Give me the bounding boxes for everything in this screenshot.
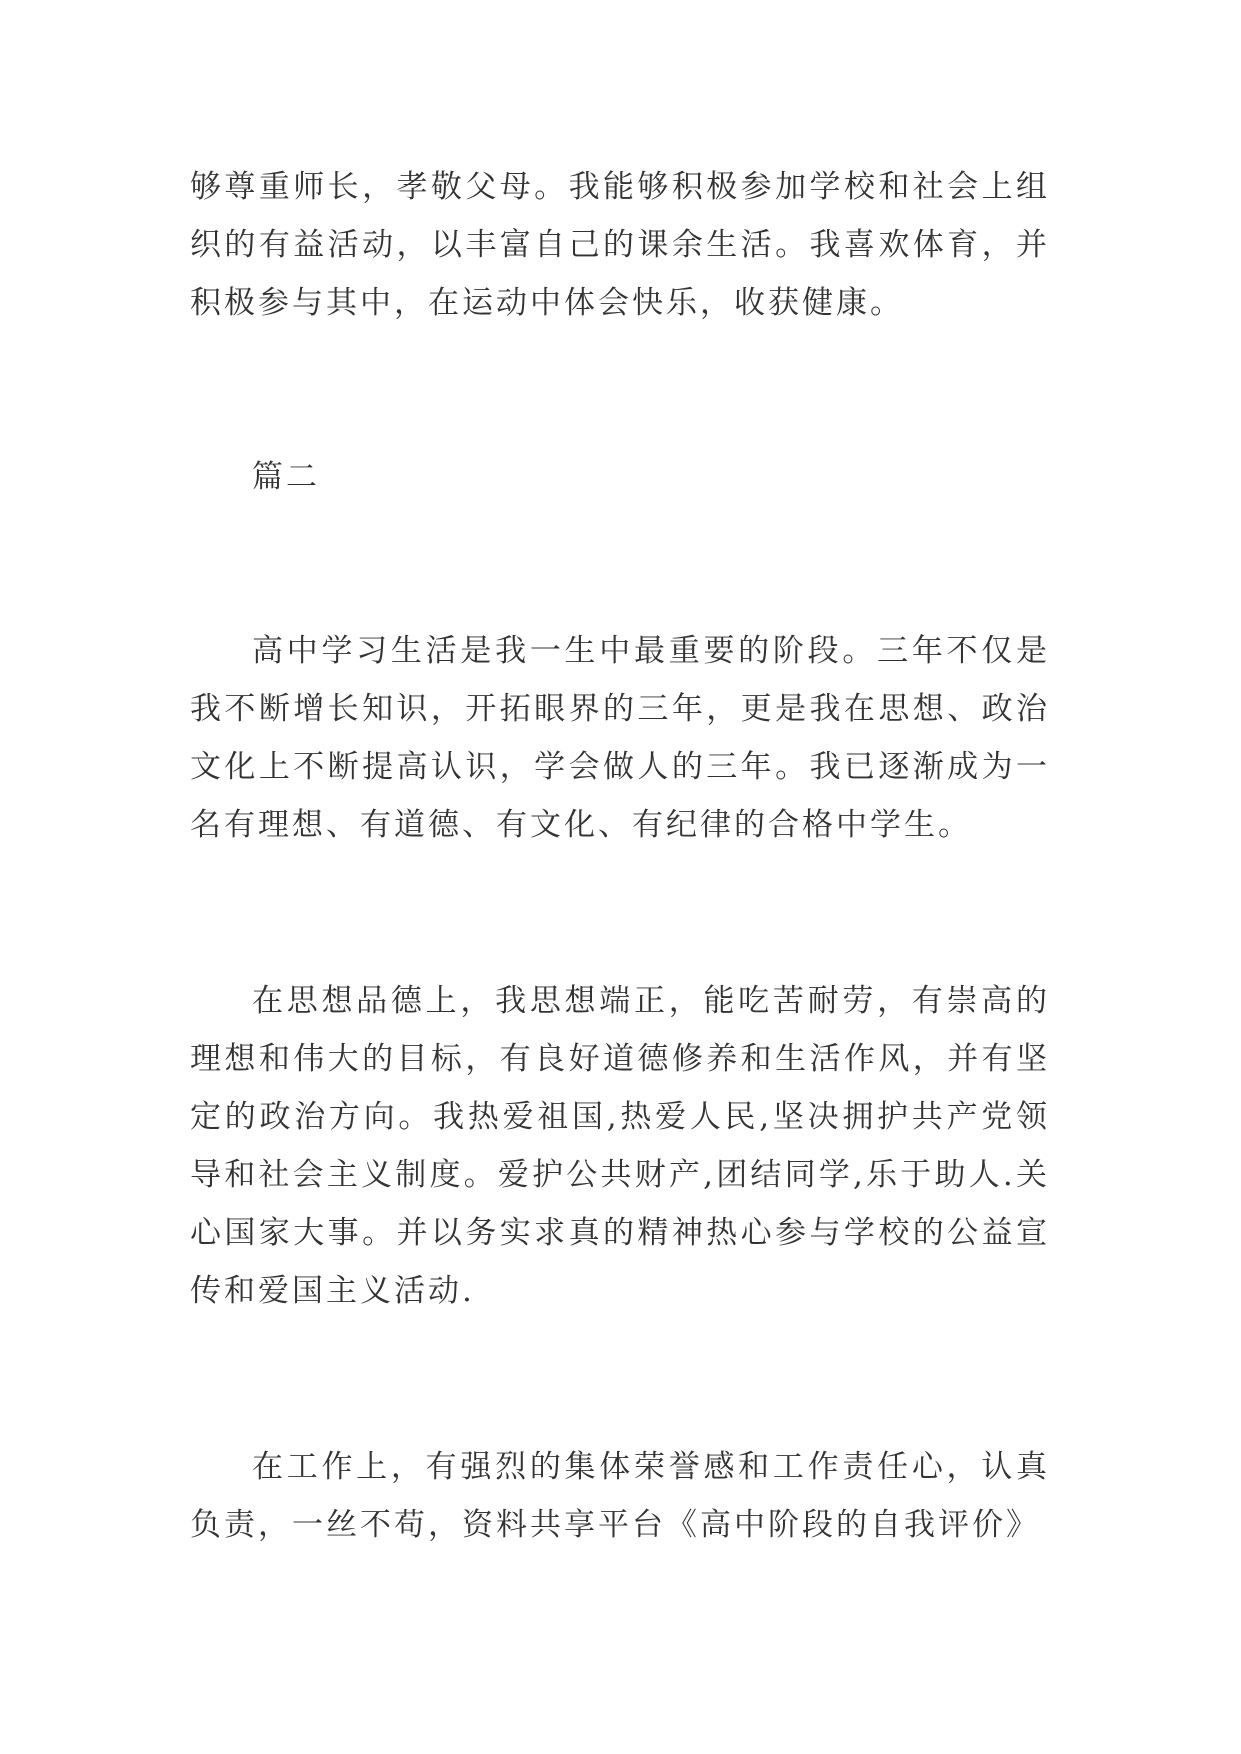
document-body [190,158,1050,1554]
paragraph-moral-character: 在思想品德上，我思想端正，能吃苦耐劳，有崇高的理想和伟大的目标，有良好道德修养和生活作风，并有坚定的政治方向。我热爱祖国,热爱人民,坚决拥护共产党领导和社会主义制度。爱护公共财产,团结同学,乐于助人.关心国家大事。并以务实求真的精神热心参与学校的公益宣传和爱国主义活动. [190,983,1050,1309]
paragraph-high-school-life: 高中学习生活是我一生中最重要的阶段。三年不仅是我不断增长知识，开拓眼界的三年，更是我在思想、政治文化上不断提高认识，学会做人的三年。我已逐渐成为一名有理想、有道德、有文化、有纪律的合格中学生。 [190,633,1050,843]
paragraph-continuation: 够尊重师长，孝敬父母。我能够积极参加学校和社会上组织的有益活动，以丰富自己的课余生活。我喜欢体育，并积极参与其中，在运动中体会快乐，收获健康。 [190,169,1050,321]
section-heading: 篇二 [252,459,320,495]
paragraph-work: 在工作上，有强烈的集体荣誉感和工作责任心，认真负责，一丝不苟，资料共享平台《高中阶段的自我评价》 [190,1449,1050,1543]
